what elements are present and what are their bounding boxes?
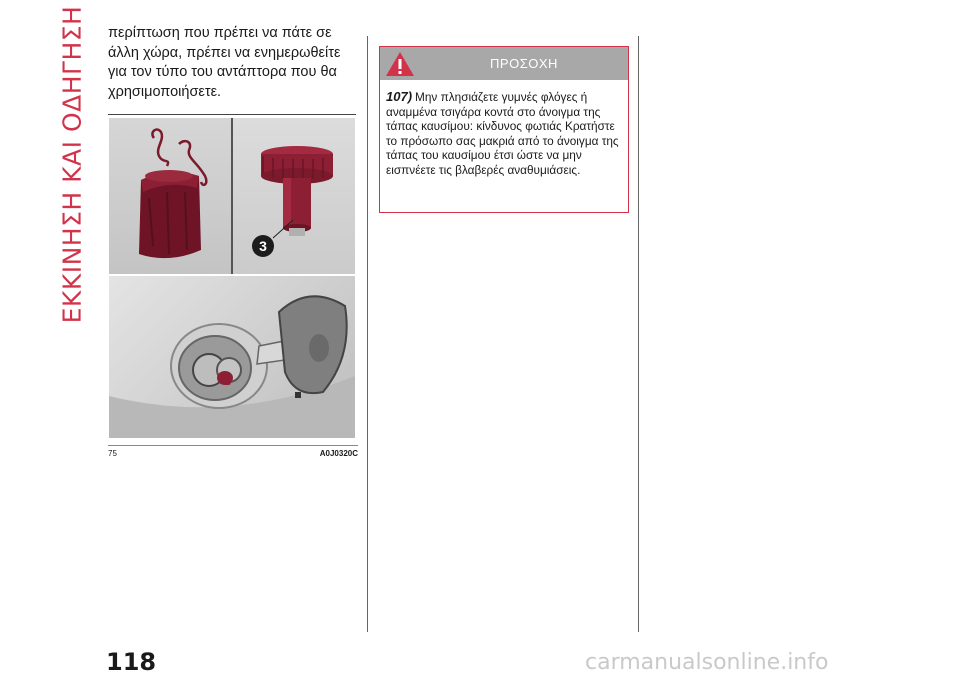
section-title-text: ΕΚΚΙΝΗΣΗ ΚΑΙ ΟΔΗΓΗΣΗ bbox=[57, 5, 87, 323]
warning-title: ΠΡΟΣΟΧΗ bbox=[490, 56, 558, 71]
fuel-door-illustration bbox=[109, 276, 355, 438]
warning-box bbox=[379, 46, 629, 213]
adapter-illustration bbox=[233, 118, 355, 274]
warning-header bbox=[380, 47, 628, 80]
figure-code: A0J0320C bbox=[319, 449, 358, 458]
figure-panel-adapter bbox=[233, 118, 355, 274]
figure-caption bbox=[108, 449, 358, 458]
column-divider-left bbox=[367, 36, 368, 632]
section-title bbox=[52, 5, 92, 323]
figure-number: 75 bbox=[108, 449, 117, 458]
column-divider-right bbox=[638, 36, 639, 632]
adapter-bag-illustration bbox=[109, 118, 231, 274]
warning-triangle-icon bbox=[385, 50, 415, 78]
figure-panel-separator bbox=[231, 118, 233, 274]
figure-panel-fuel-door bbox=[109, 276, 355, 438]
figure-fuel-adapter bbox=[109, 118, 355, 438]
figure-panel-adapter-bag bbox=[109, 118, 231, 274]
intro-paragraph: περίπτωση που πρέπει να πάτε σε άλλη χώρα, πρέπει να ενημερωθείτε για τον τύπο του αντάπτορα που θα χρησιμοποιήσετε. bbox=[108, 25, 341, 100]
top-rule bbox=[108, 114, 356, 115]
figure-rule bbox=[108, 445, 358, 446]
warning-body bbox=[380, 80, 628, 178]
warning-text: Μην πλησιάζετε γυμνές φλόγες ή αναμμένα τσιγάρα κοντά στο άνοιγμα της τάπας καυσίμου: κίνδυνος φωτιάς Κρατήστε το πρόσωπο σας μακριά από το άνοιγμα της τάπας του καυσίμου έτσι ώστε να μην εισπνέετε τις βλαβερές αναθυμιάσεις. bbox=[386, 90, 619, 177]
callout-number: 3 bbox=[259, 238, 267, 254]
page-number: 118 bbox=[106, 648, 157, 676]
watermark: carmanualsonline.info bbox=[585, 650, 829, 675]
warning-note-number: 107) bbox=[386, 89, 413, 104]
